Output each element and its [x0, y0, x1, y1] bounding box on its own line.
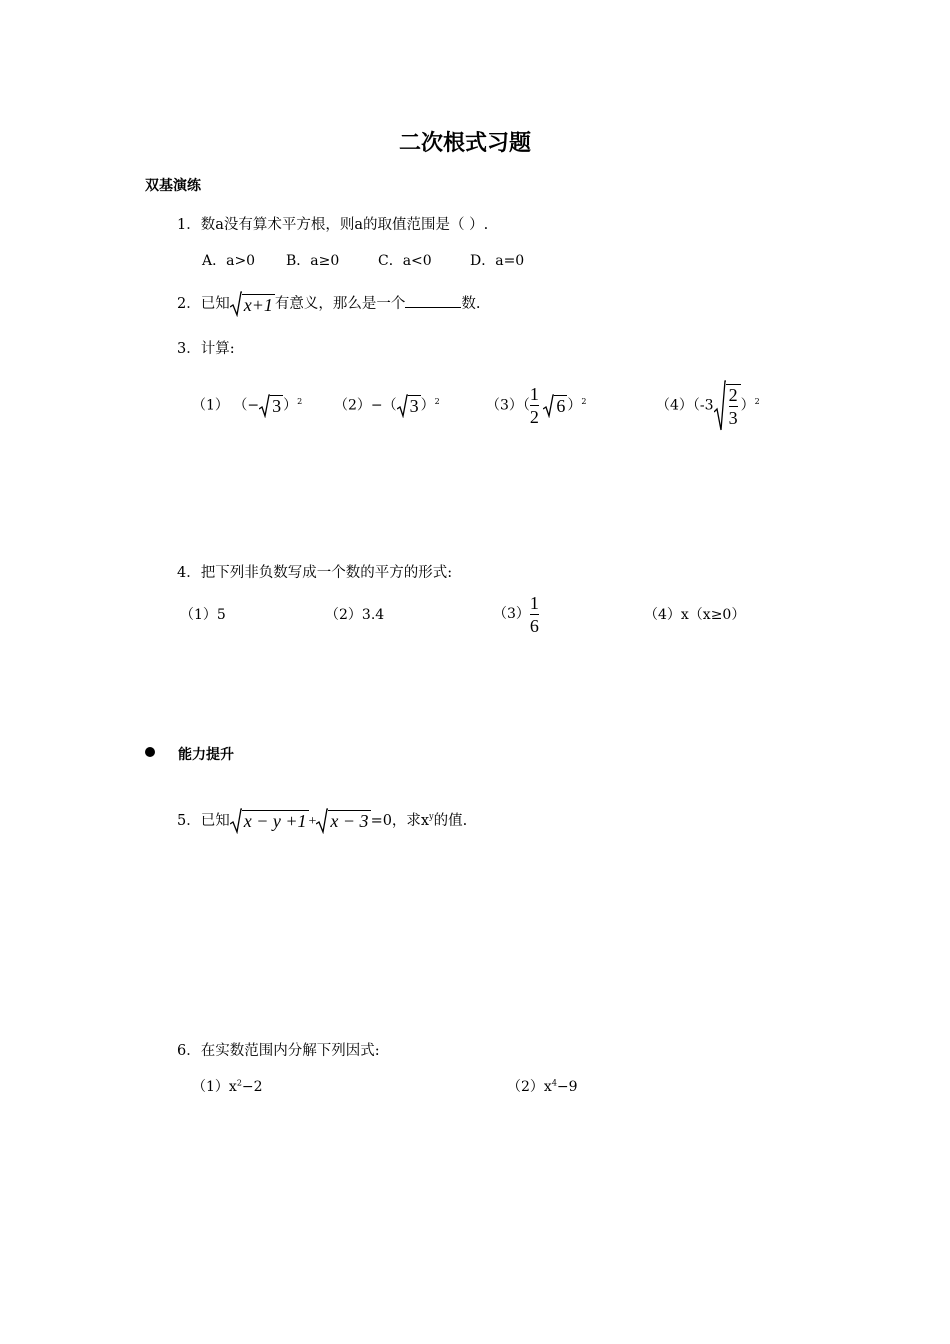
question-3: 3．计算: [177, 341, 235, 357]
sqrt-expression: x − y +1 [230, 807, 309, 835]
question-4: 4．把下列非负数写成一个数的平方的形式: [177, 565, 453, 581]
q3-item-2: （2）−（ 3 ）$^2$ [334, 388, 440, 420]
q4-item-3: （3） $\frac{1}{6}$ [493, 592, 539, 636]
q1-option-b: B．a≥0 [286, 253, 340, 269]
q3-item-1: （1） （− 3 ）$^2$ [192, 388, 302, 420]
q1-option-c: C．a<0 [378, 253, 432, 269]
fraction: $\frac{2}{3}$ [726, 384, 741, 428]
answer-blank [405, 293, 461, 308]
question-2 [177, 290, 480, 318]
sqrt-expression: x − 3 [316, 807, 370, 835]
q6-item-2: $(2)x^4-9$ [507, 1078, 578, 1095]
section-heading-basic: 双基演练 [145, 178, 201, 194]
q2-end: 数. [461, 296, 481, 312]
question-5: 5．已知 x − y +1 + x − 3 =0，求$x^y$的值. [177, 803, 467, 836]
q1-option-a: A．a>0 [202, 253, 256, 269]
bullet-icon [145, 747, 155, 757]
fraction: $\frac{1}{2}$ [529, 384, 539, 428]
sqrt-expression: 6 [543, 382, 567, 430]
q3-item-4: （4）（-3 $\frac{2}{3}$ ）$^2$ [656, 374, 760, 434]
sqrt-expression: x+1 [230, 290, 275, 318]
fraction: $\frac{1}{6}$ [529, 592, 539, 636]
q4-item-4: （4）x（x≥0） [644, 607, 746, 623]
question-6: 6．在实数范围内分解下列因式: [177, 1043, 380, 1059]
q6-item-1: $(1)x^2-2$ [192, 1078, 263, 1095]
q4-item-1: （1）5 [180, 607, 226, 623]
q2-suffix: 有意义，那么是一个 [274, 296, 406, 312]
page-title: 二次根式习题 [399, 131, 532, 156]
q1-option-d: D．a=0 [470, 253, 525, 269]
sqrt-expression: 3 [397, 392, 421, 420]
q2-prefix: 2．已知 [177, 296, 230, 312]
question-1: 1．数a没有算术平方根，则a的取值范围是（ ）. [177, 217, 489, 233]
q4-item-2: （2）3.4 [325, 607, 385, 623]
sqrt-expression: 3 [259, 392, 283, 420]
q3-item-3: （3）（ $\frac{1}{2}$ 6 ）$^2$ [486, 378, 586, 430]
section-heading-advanced: 能力提升 [178, 747, 234, 763]
sqrt-fraction-expression [714, 378, 741, 434]
